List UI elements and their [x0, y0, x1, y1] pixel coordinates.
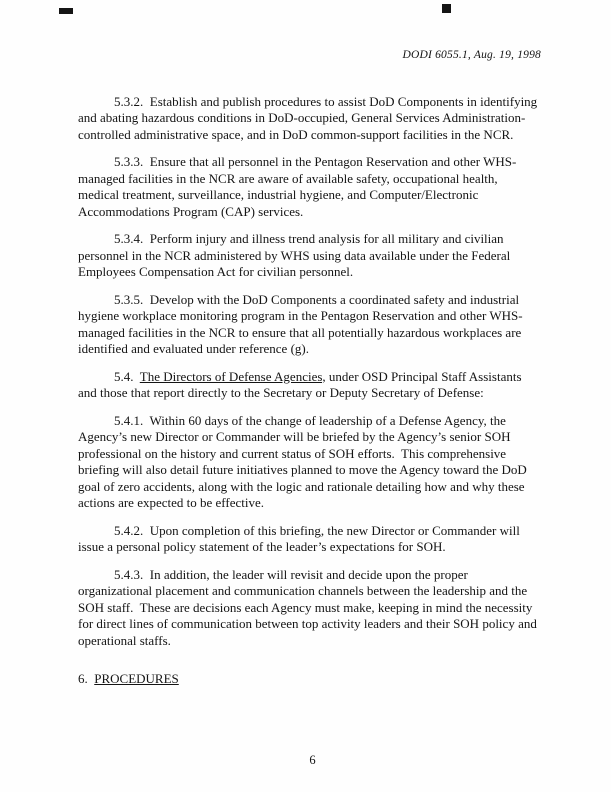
paragraph-5-3-4: 5.3.4. Perform injury and illness trend analysis for all military and civilian personnel in the NCR administered by WHS using data available under the Federal Employees Compensation Act for civilian personnel.	[78, 231, 514, 279]
scan-artifact	[442, 4, 451, 13]
paragraph-5-4-2: 5.4.2. Upon completion of this briefing, the new Director or Commander will issue a personal policy statement of the leader’s expectations for SOH.	[78, 522, 524, 554]
paragraph-5-4	[78, 369, 541, 402]
paragraph-5-3-5: 5.3.5. Develop with the DoD Components a coordinated safety and industrial hygiene workplace monitoring program in the Pentagon Reservation and other WHS-managed facilities in the NCR to ensure that all potentially hazardous workplaces are identified and evaluated under reference (g).	[78, 291, 525, 356]
scan-artifact	[59, 8, 73, 14]
document-id-header: DODI 6055.1, Aug. 19, 1998	[402, 49, 541, 61]
document-body	[78, 94, 541, 688]
paragraph-5-4-3: 5.4.3. In addition, the leader will revisit and decide upon the proper organizational placement and communication channels between the leadership and the SOH staff. These are decisions each Agency must make, keeping in mind the necessity for direct lines of communication between top activity leaders and their SOH policy and operational staffs.	[78, 566, 541, 648]
paragraph-text: under OSD Principal Staff Assistants and those that report directly to the Secretary or Deputy Secretary of Defense:	[78, 368, 525, 400]
underlined-phrase: The Directors of Defense Agencies,	[139, 368, 326, 384]
paragraph-5-3-3: 5.3.3. Ensure that all personnel in the Pentagon Reservation and other WHS-managed facilities in the NCR are aware of available safety, occupational health, medical treatment, surveillance, industrial hygiene, and Computer/Electronic Accommodations Program (CAP) services.	[78, 154, 517, 219]
section-number: 6.	[78, 671, 95, 686]
paragraph-number: 5.4.	[114, 368, 140, 384]
paragraph-5-3-2: 5.3.2. Establish and publish procedures to assist DoD Components in identifying and abating hazardous conditions in DoD-occupied, General Services Administration-controlled administrative space, and in DoD common-support facilities in the NCR.	[78, 93, 541, 142]
section-heading-procedures	[78, 671, 541, 688]
paragraph-5-4-1: 5.4.1. Within 60 days of the change of leadership of a Defense Agency, the Agency’s new Director or Commander will be briefed by the Agency’s senior SOH professional on the history and current status of SOH efforts. This comprehensive briefing will also detail future initiatives planned to move the Agency toward the DoD goal of zero accidents, along with the logic and rationale detailing how and why these actions are expected to be effective.	[78, 412, 530, 510]
page-number: 6	[309, 752, 316, 767]
section-title: PROCEDURES	[94, 671, 179, 686]
